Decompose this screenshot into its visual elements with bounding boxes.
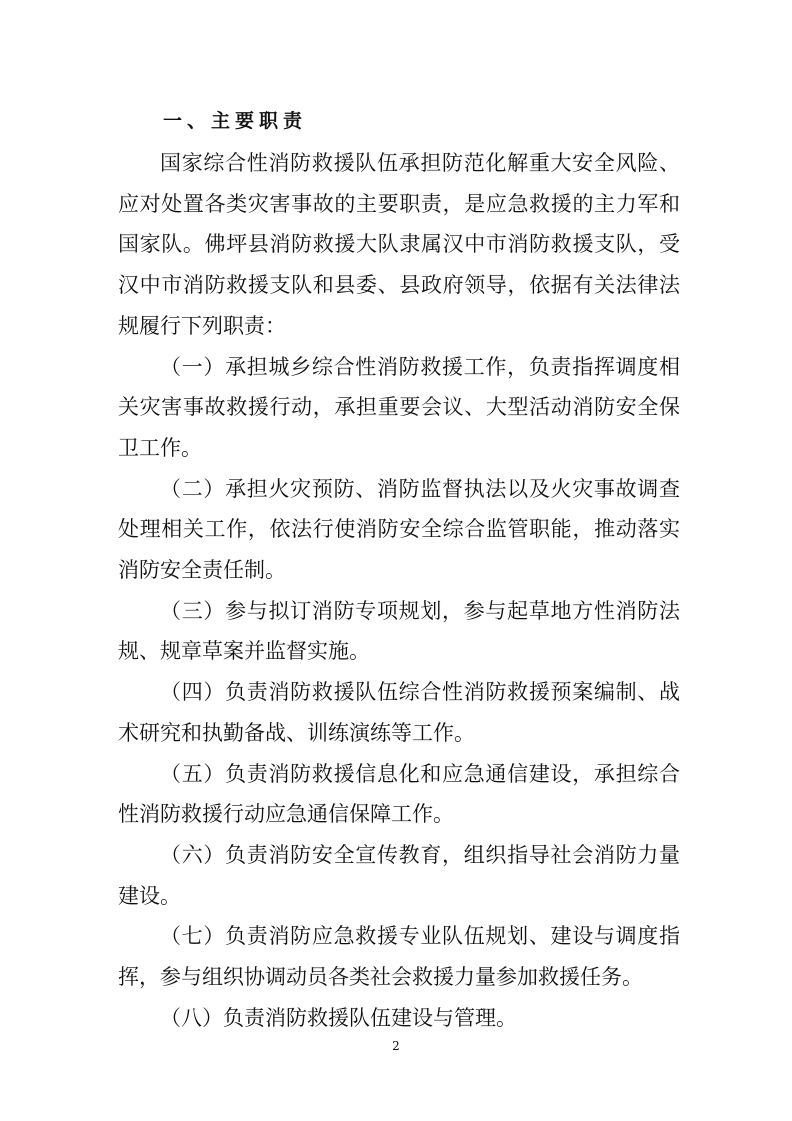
paragraph-duty-7: （七）负责消防应急救援专业队伍规划、建设与调度指挥，参与组织协调动员各类社会救援力量参加救援任务。 [118,924,680,990]
paragraph-duty-4: （四）负责消防救援队伍综合性消防救援预案编制、战术研究和执勤备战、训练演练等工作。 [118,680,680,745]
paragraph-duty-6: （六）负责消防安全宣传教育，组织指导社会消防力量建设。 [118,842,680,908]
body-text [118,143,680,1038]
paragraph-intro: 国家综合性消防救援队伍承担防范化解重大安全风险、应对处置各类灾害事故的主要职责，是应急救援的主力军和国家队。佛坪县消防救援大队隶属汉中市消防救援支队，受汉中市消防救援支队和县委、县政府领导，依据有关法律法规履行下列职责： [118,151,680,338]
paragraph-duty-3: （三）参与拟订消防专项规划，参与起草地方性消防法规、规章草案并监督实施。 [118,598,680,664]
section-heading: 一、主要职责 [163,110,308,132]
paragraph-duty-8: （八）负责消防救援队伍建设与管理。 [160,1005,517,1030]
paragraph-duty-1: （一）承担城乡综合性消防救援工作，负责指挥调度相关灾害事故救援行动，承担重要会议、大型活动消防安全保卫工作。 [118,354,680,460]
paragraph-duty-2: （二）承担火灾预防、消防监督执法以及火灾事故调查处理相关工作，依法行使消防安全综合监管职能，推动落实消防安全责任制。 [118,476,680,583]
page-number: 2 [392,1039,400,1053]
paragraph-duty-5: （五）负责消防救援信息化和应急通信建设，承担综合性消防救援行动应急通信保障工作。 [118,761,680,827]
